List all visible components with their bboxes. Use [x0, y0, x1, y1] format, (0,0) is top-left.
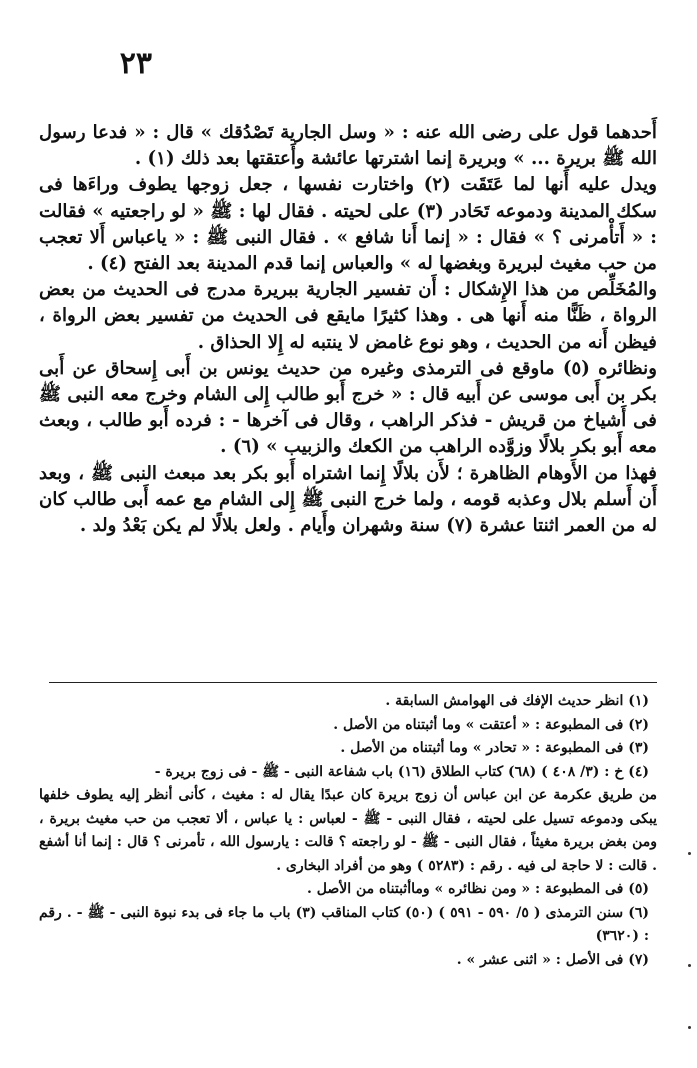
main-text — [39, 120, 657, 539]
paragraph: ونظائره (٥) ماوقع فى الترمذى وغيره من حديث يونس بن أَبى إِسحاق عن أَبى بكر بن أَبى موسى عن أَبيه قال : « خرج أَبو طالب إِلى الشام وخرج معه النبى ﷺ فى أَشياخ من قريش - فذكر الراهب ، وقال فى آخرها - : فرده أَبو طالب ، وبعث معه أَبو بكر بلالًا وزوَّده الراهب من الكعك والزبيب » (٦) . — [39, 357, 657, 458]
footnote-continuation: من طريق عكرمة عن ابن عباس أن زوج بريرة كان عبدًا يقال له : مغيث ، كأنى أنظر إليه يطوف خلفها يبكى ودموعه تسيل على لحيته ، فقال النبى - ﷺ - لعباس : يا عباس ، ألا تعجب من حب مغيث بريرة ، ومن بغض بريرة مغيثاً ، فقال النبى - ﷺ - لو راجعته ؟ قالت : يارسول الله ، تأمرنى ؟ قال : إنما أنا أشفع . قالت : لا حاجة لى فيه . رقم : (٥٢٨٣ ) وهو من أفراد البخارى . — [39, 787, 657, 874]
scan-speck — [688, 964, 691, 967]
footnote: (٥) فى المطبوعة : « ومن نظائره » وماأثبتناه من الأصل . — [307, 881, 649, 897]
footnote: (٢) فى المطبوعة : « أعتقت » وما أثبتناه من الأصل . — [333, 716, 649, 733]
paragraph: أَحدهما قول على رضى الله عنه : « وسل الجارية تَصْدُقك » قال : « فدعا رسول الله ﷺ بريرة ... » وبريرة إنما اشترتها عائشة وأَعتقتها بعد ذلك (١) . — [39, 122, 657, 170]
paragraph: والمُخَلِّص من هذا الإِشكال : أَن تفسير الجارية ببريرة مدرج فى الحديث من بعض الرواة ، ظَنًّا منه أَنها هى . وهذا كثيرًا مايقع فى الحديث من تفسير بعض الرواة ، فيظن أَنه من الحديث ، وهو نوع غامض لا ينتبه له إِلا الحذاق . — [39, 279, 657, 353]
footnote: (٤) خ : (٣/ ٤٠٨ ) (٦٨) كتاب الطلاق (١٦) باب شفاعة النبى - ﷺ - فى زوج بريرة - — [154, 763, 649, 780]
paragraph: فهذا من الأَوهام الظاهرة ؛ لأَن بلالًا إِنما اشتراه أَبو بكر بعد مبعث النبى ﷺ ، وبعد أَن أَسلم بلال وعذبه قومه ، ولما خرج النبى ﷺ إِلى الشام مع عمه أَبى طالب كان له من العمر اثنتا عشرة (٧) سنة وشهران وأَيام . ولعل بلالًا لم يكن بَعْدُ ولد . — [39, 462, 657, 537]
footnote: (٧) فى الأصل : « اثنى عشر » . — [456, 951, 649, 968]
footnote: (٦) سنن الترمذى ( ٥/ ٥٩٠ - ٥٩١ ) (٥٠) كتاب المناقب (٣) باب ما جاء فى بدء نبوة النبى - ﷺ - . رقم : (٣٦٢٠) — [39, 904, 649, 944]
footnote: (١) انظر حديث الإفك فى الهوامش السابقة . — [385, 693, 649, 709]
scan-speck — [688, 1026, 691, 1029]
footnote: (٣) فى المطبوعة : « تحادر » وما أثبتناه من الأصل . — [340, 740, 649, 756]
page-number: ٢٣ — [119, 46, 152, 81]
footnote-divider — [49, 682, 657, 683]
paragraph: ويدل عليه أَنها لما عَتَقَت (٢) واختارت نفسها ، جعل زوجها يطوف وراءَها فى سكك المدينة ودموعه تَحَادر (٣) على لحيته . فقال لها : ﷺ « لو راجعتيه » فقالت : « أَتأْمرنى ؟ » فقال : « إنما أَنا شافع » . فقال النبى ﷺ : « ياعباس أَلا تعجب من حب مغيث لبريرة وبغضها له » والعباس إنما قدم المدينة بعد الفتح (٤) . — [39, 174, 657, 275]
footnotes — [39, 690, 657, 972]
scan-speck — [688, 852, 691, 855]
